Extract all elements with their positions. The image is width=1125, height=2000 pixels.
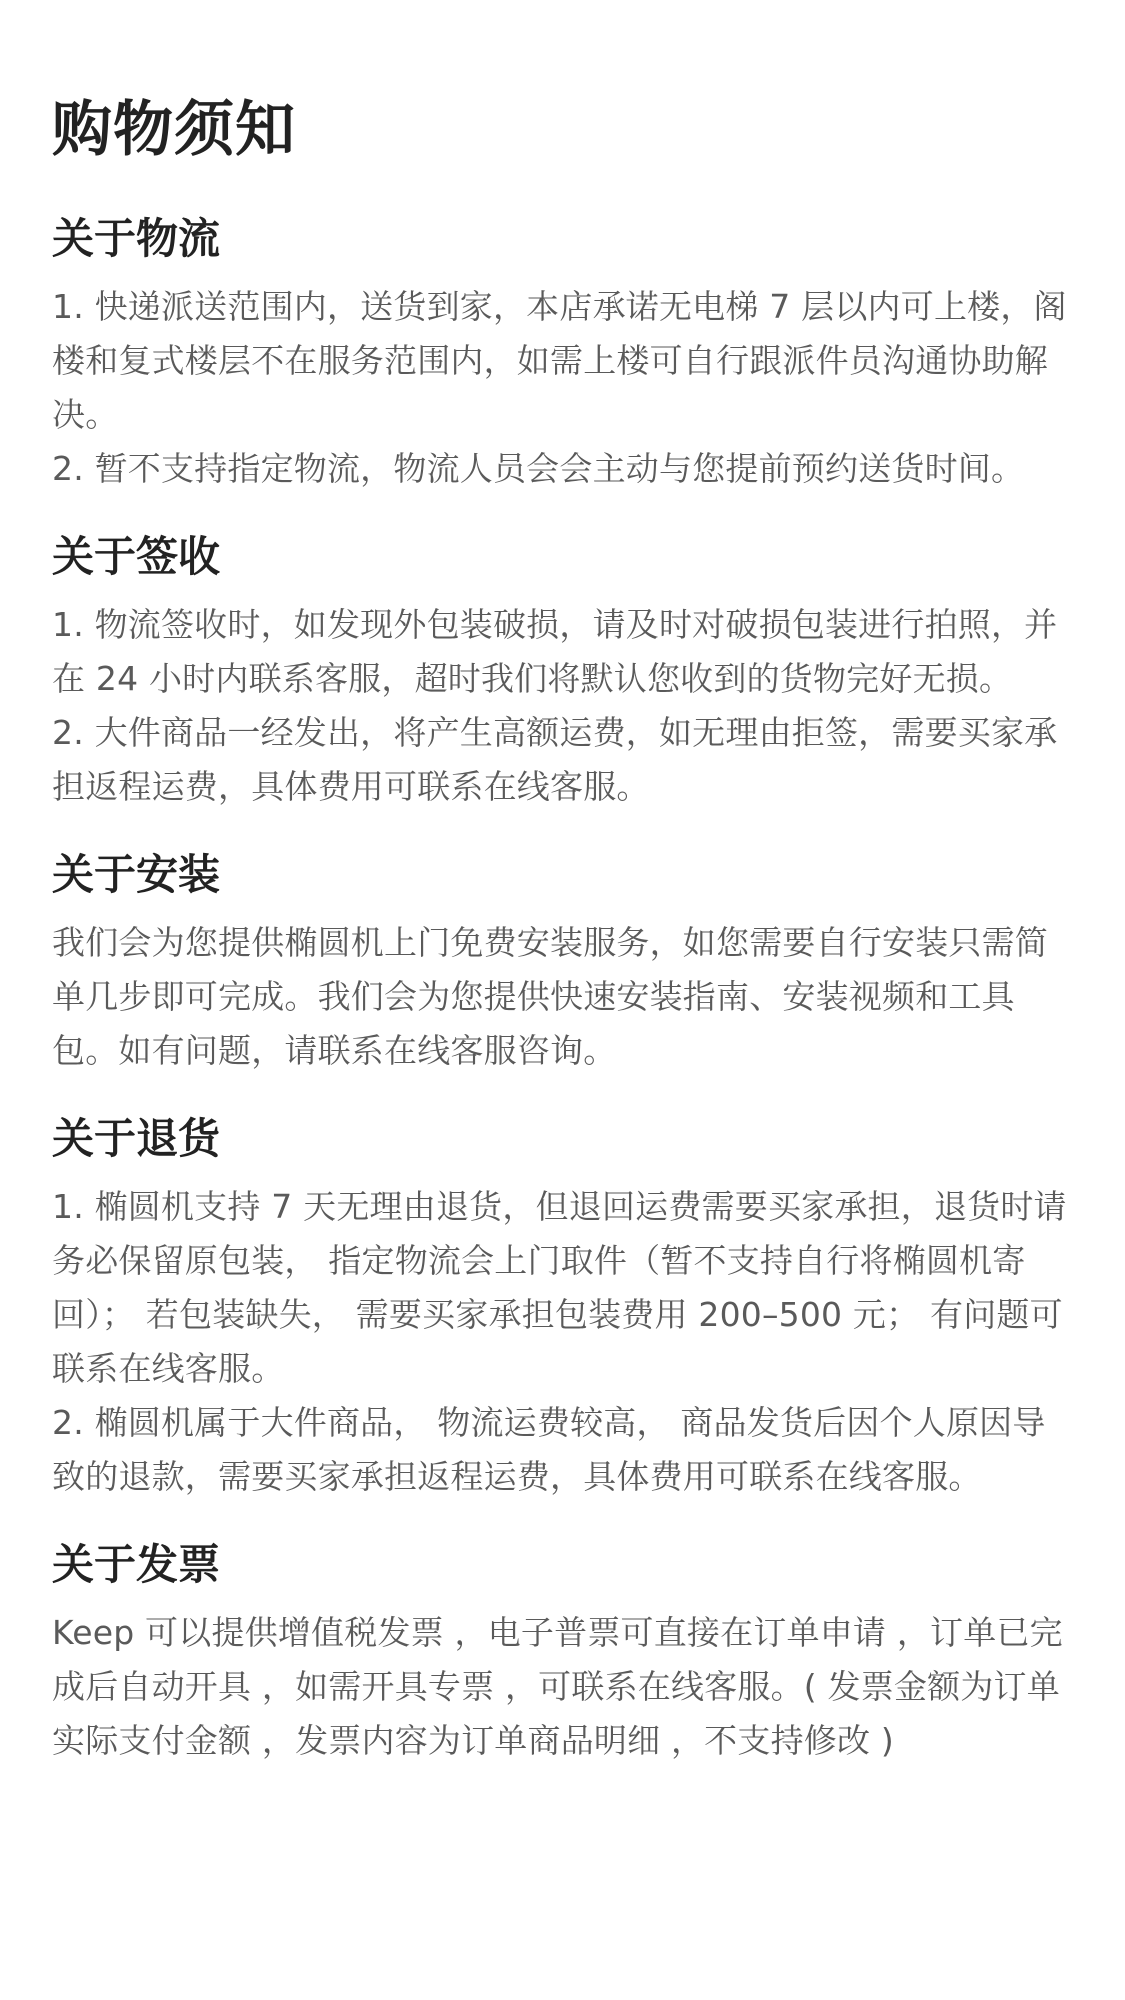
section-paragraph: 1. 物流签收时，如发现外包装破损，请及时对破损包装进行拍照，并在 24 小时内联系客服，超时我们将默认您收到的货物完好无损。 <box>52 605 1058 698</box>
section-signing <box>52 528 1073 814</box>
section-heading: 关于退货 <box>52 1114 221 1163</box>
section-paragraph: 我们会为您提供椭圆机上门免费安装服务，如您需要自行安装只需简单几步即可完成。我们会为您提供快速安装指南、安装视频和工具包。如有问题，请联系在线客服咨询。 <box>52 923 1048 1070</box>
section-heading: 关于发票 <box>52 1540 221 1589</box>
section-paragraph: 1. 快递派送范围内，送货到家，本店承诺无电梯 7 层以内可上楼，阁楼和复式楼层不在服务范围内，如需上楼可自行跟派件员沟通协助解决。 <box>52 287 1067 434</box>
section-heading: 关于签收 <box>52 532 221 581</box>
section-returns <box>52 1110 1073 1504</box>
section-paragraph: Keep 可以提供增值税发票 ，电子普票可直接在订单申请 ，订单已完成后自动开具 ，如需开具专票 ，可联系在线客服。( 发票金额为订单实际支付金额 ，发票内容为订单商品明细 ，不支持修改 ) <box>52 1613 1063 1760</box>
page-title: 购物须知 <box>52 95 296 165</box>
section-heading: 关于安装 <box>52 850 221 899</box>
section-heading: 关于物流 <box>52 214 221 263</box>
section-installation <box>52 846 1073 1078</box>
section-paragraph: 1. 椭圆机支持 7 天无理由退货，但退回运费需要买家承担，退货时请务必保留原包装， 指定物流会上门取件（暂不支持自行将椭圆机寄回）； 若包装缺失， 需要买家承担包装费用 200–500 元； 有问题可联系在线客服。 <box>52 1187 1067 1388</box>
section-paragraph: 2. 椭圆机属于大件商品， 物流运费较高， 商品发货后因个人原因导致的退款，需要买家承担返程运费，具体费用可联系在线客服。 <box>52 1403 1046 1496</box>
section-invoice <box>52 1536 1073 1768</box>
section-paragraph: 2. 暂不支持指定物流，物流人员会会主动与您提前预约送货时间。 <box>52 449 1025 488</box>
section-logistics <box>52 210 1073 496</box>
section-paragraph: 2. 大件商品一经发出，将产生高额运费，如无理由拒签，需要买家承担返程运费，具体费用可联系在线客服。 <box>52 713 1058 806</box>
